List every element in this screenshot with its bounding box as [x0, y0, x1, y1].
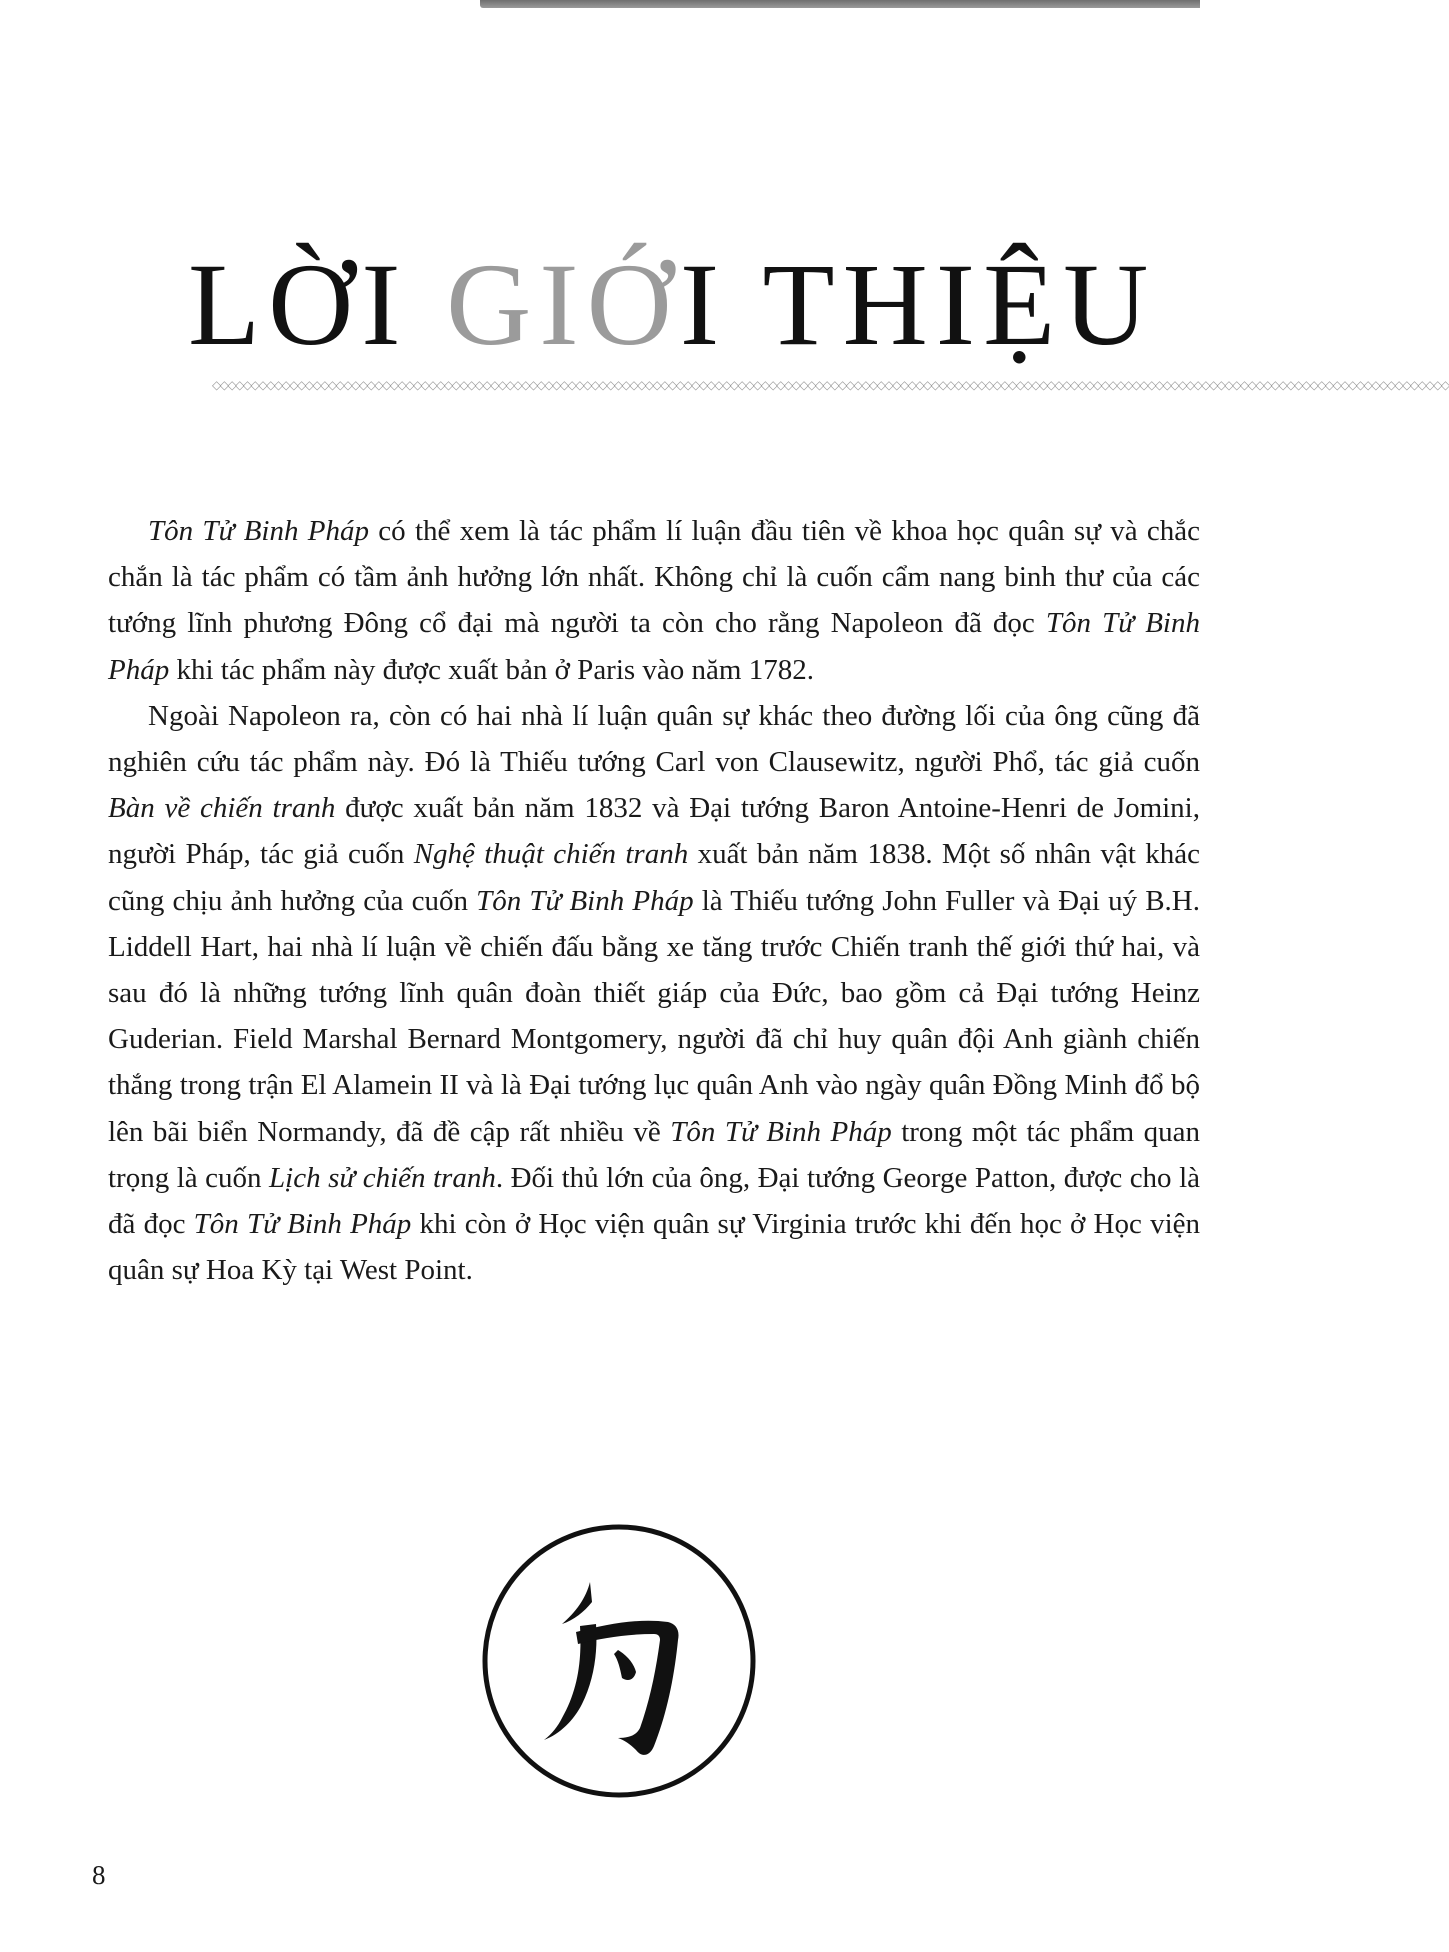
page-number: 8 [92, 1860, 106, 1890]
page-title-part-3: I THIỆU [679, 239, 1157, 370]
book-title-italic: Tôn Tử Binh Pháp [670, 1115, 892, 1148]
paragraph-text: trong một tác phẩm quan trọng là cuốn [108, 1115, 1200, 1194]
book-title-italic: Nghệ thuật chiến tranh [413, 838, 689, 871]
paragraph-text: Ngoài Napoleon ra, còn có hai nhà lí luận quân sự khác theo đường lối của ông cũng đã nghiên cứu tác phẩm này. Đó là Thiếu tướng Carl von Clausewitz, người Phổ, tác giả cuốn [108, 699, 1200, 779]
page-title [188, 239, 1157, 370]
paragraph-text: khi tác phẩm này được xuất bản ở Paris vào năm 1782. [169, 653, 814, 686]
paragraph [108, 508, 1200, 693]
book-title-italic: Lịch sử chiến tranh [269, 1161, 496, 1194]
book-title-italic: Tôn Tử Binh Pháp [148, 515, 369, 547]
paragraph-text: . Đối thủ lớn của ông, Đại tướng George Patton, được cho là đã đọc [108, 1161, 1200, 1241]
paragraph-text: khi còn ở Học viện quân sự Virginia trước khi đến học ở Học viện quân sự Hoa Kỳ tại West Point. [108, 1208, 1200, 1287]
paragraph-text: có thể xem là tác phẩm lí luận đầu tiên về khoa học quân sự và chắc chắn là tác phẩm có tầm ảnh hưởng lớn nhất. Không chỉ là cuốn cẩm nang binh thư của các tướng lĩnh phương Đông cổ đại mà người ta còn cho rằng Napoleon đã đọc [108, 515, 1201, 640]
page-title-part-1: LỜI [188, 239, 447, 370]
paragraph-text: xuất bản năm 1838. Một số nhân vật khác cũng chịu ảnh hưởng của cuốn [108, 838, 1200, 917]
book-title-italic: Bàn về chiến tranh [108, 792, 336, 825]
book-title-italic: Tôn Tử Binh Pháp [193, 1208, 412, 1241]
book-title-italic: Tôn Tử Binh Pháp [108, 607, 1200, 686]
page-title-part-2: GIỚ [446, 239, 680, 370]
calligraphy-seal-icon [478, 1520, 760, 1802]
paragraph [108, 693, 1200, 1294]
top-edge-bar [480, 0, 1200, 8]
title-ornament-divider: ◇◇◇◇◇◇◇◇◇◇◇◇◇◇◇◇◇◇◇◇◇◇◇◇◇◇◇◇◇◇◇◇◇◇◇◇◇◇◇◇◇◇◇◇◇◇◇◇◇◇◇◇◇◇◇◇◇◇◇◇◇◇◇◇◇◇◇◇◇◇◇◇◇◇◇◇◇◇◇◇◇◇◇◇◇◇◇◇◇◇◇◇◇◇◇◇◇◇◇◇◇◇◇◇◇◇◇◇◇◇◇◇◇◇◇◇◇◇◇◇◇◇◇◇◇◇◇◇◇◇◇◇◇◇◇◇◇◇◇◇◇◇◇◇◇◇◇◇◇◇◇◇◇◇◇◇◇◇◇◇ [212, 378, 1449, 392]
paragraph-text: được xuất bản năm 1832 và Đại tướng Baron Antoine-Henri de Jomini, người Pháp, tác giả cuốn [108, 792, 1200, 871]
book-title-italic: Tôn Tử Binh Pháp [476, 884, 694, 917]
paragraph-text: là Thiếu tướng John Fuller và Đại uý B.H. Liddell Hart, hai nhà lí luận về chiến đấu bằng xe tăng trước Chiến tranh thế giới thứ hai, và sau đó là những tướng lĩnh quân đoàn thiết giáp của Đức, bao gồm cả Đại tướng Heinz Guderian. Field Marshal Bernard Montgomery, người đã chỉ huy quân đội Anh giành chiến thắng trong trận El Alamein II và là Đại tướng lục quân Anh vào ngày quân Đồng Minh đổ bộ lên bãi biển Normandy, đã đề cập rất nhiều về [108, 884, 1200, 1148]
body-text [108, 508, 1200, 1293]
